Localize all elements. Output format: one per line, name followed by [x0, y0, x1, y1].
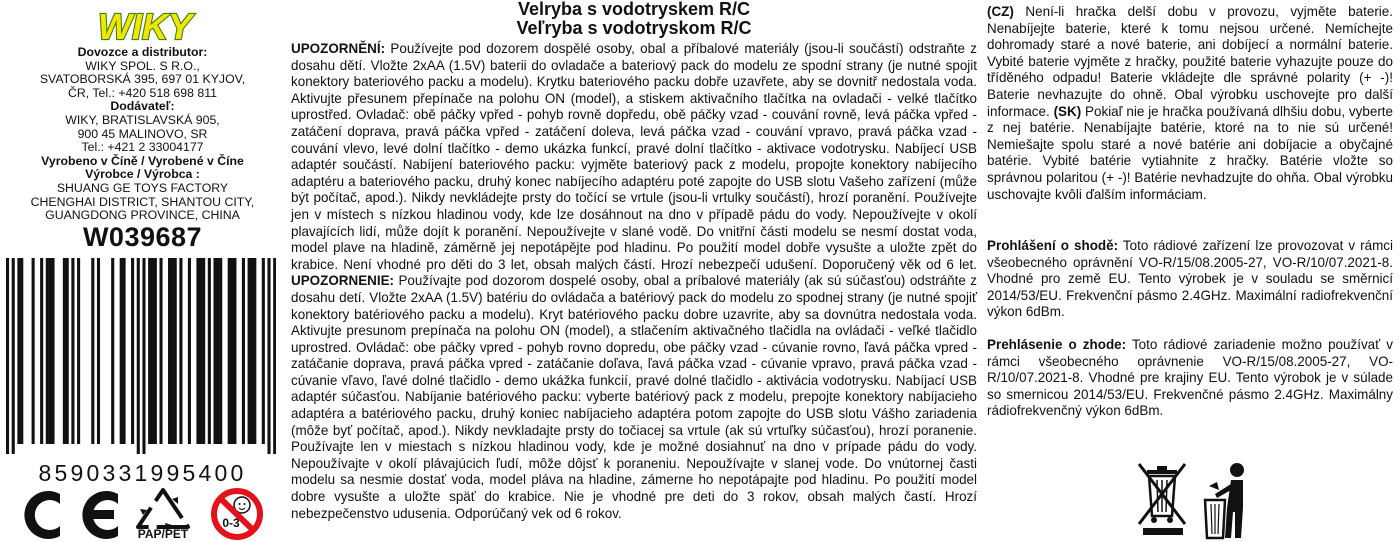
- barcode-bar: [49, 258, 52, 444]
- battery-and-declarations-column: [987, 0, 1393, 542]
- declaration-cz: [987, 238, 1393, 321]
- barcode-bar: [63, 258, 66, 444]
- left-info-column: [0, 0, 285, 542]
- barcode-bar: [233, 258, 236, 444]
- declaration-cz-text: Toto rádiové zařízení lze provozovat v rámci všeobecného oprávnění VO-R/15/08.2005-27, VO-R/10/07.2021-8. Vhodné pro země EU. Tento výrobek je v souladu se směrnicí 2014/53/EU. Frekvenční pásmo 2.4GHz. Maximální radiofrekvenční výkon 6dBm.: [987, 238, 1393, 320]
- recycle-label: PAP/PET: [137, 527, 189, 541]
- barcode-bar: [248, 258, 251, 444]
- barcode-bar: [154, 258, 157, 444]
- barcode-bar: [120, 258, 123, 444]
- barcode-bar: [151, 258, 154, 444]
- barcode-bar: [196, 258, 199, 444]
- barcode-bar: [242, 258, 245, 444]
- barcode-bar: [32, 258, 35, 444]
- instructions-column: [291, 0, 977, 542]
- logo-text: WIKY: [98, 6, 192, 46]
- barcode-bar: [51, 258, 54, 444]
- barcode-bar: [208, 258, 211, 444]
- barcode-bar: [123, 258, 126, 444]
- battery-notice: [987, 4, 1393, 203]
- tidyman-icon: [1197, 460, 1253, 540]
- importer-address-1: SVATOBORSKÁ 395, 697 01 KYJOV,: [39, 72, 246, 87]
- distributor-block: [0, 46, 285, 223]
- barcode-bar: [267, 258, 270, 454]
- barcode-bar: [213, 258, 216, 444]
- declaration-sk-label: Prehlásenie o zhode:: [987, 337, 1127, 352]
- barcode-digits: 8590331995400: [38, 460, 247, 486]
- barcode-bar: [202, 258, 205, 444]
- barcode-bar: [71, 258, 74, 444]
- not-for-children-icon: [200, 488, 274, 540]
- barcode-bar: [199, 258, 202, 444]
- barcode-bar: [231, 258, 234, 444]
- product-title-cz: Velryba s vodotryskem R/C: [517, 0, 751, 19]
- barcode-bar: [171, 258, 174, 444]
- barcode-bar: [179, 258, 182, 444]
- wiky-logo: [60, 4, 230, 46]
- recycling-mark: [128, 487, 198, 542]
- wiky-logo-graphic: [60, 4, 230, 46]
- manufacturer-address-1: CHENGHAI DISTRICT, SHANTOU CITY,: [30, 194, 255, 209]
- barcode-bar: [273, 258, 276, 454]
- warning-heading-cz: UPOZORNĚNÍ:: [291, 41, 386, 56]
- importer-address-2: ČR, Tel.: +420 518 698 811: [68, 85, 217, 100]
- importer-label: Dovozce a distributor:: [77, 45, 208, 59]
- product-title-sk: Veľryba s vodotryskom R/C: [516, 18, 752, 38]
- supplier-label: Dodávateľ:: [110, 99, 175, 114]
- barcode-bar: [148, 258, 151, 444]
- battery-notice-sk: Pokiaľ nie je hračka používaná dlhšiu dobu, vyberte z nej batérie. Nenabíjajte batérie, ktoré na to nie sú určené! Nemiešajte spolu staré a nové batérie ani dobíjacie a obyčajné batérie. Vybité batérie vytiahnite z hračky. Batérie vložte so správnou polaritou (+ -)! Batérie nevhadzujte do ohňa. Obal výrobku uschovajte kvôli ďalším informáciam.: [987, 103, 1393, 202]
- instructions-cz: Používejte pod dozorem dospělé osoby, obal a příbalové materiály (jsou-li součástí) odstraňte z dosahu dětí. Vložte 2xAA (1.5V) baterii do ovladače a bateriový pack do modelu ze spodní strany (je nutné spojit konektory bateriového packu a modelu). Krytku bateriového packu dobře uzavřete, aby se dovnitř nedostala voda. Aktivujte přesunem přepínače na polohu ON (model), a stiskem aktivačního tlačítka na ovladači - velké tlačítko uprostřed. Ovladač: obě páčky vpřed - pohyb rovně dopředu, obě páčky vzad - couvání rovně, levá páčka vpřed - zatáčení doprava, pravá páčka vpřed - zatáčení doleva, levá páčka vzad - couvání vpravo, pravá páčka vzad - couvání vlevo, levé dolní tlačítko - demo ukázka funkcí, pravé dolní tlačítko - aktivace vodotrysku. Nabíjecí USB adaptér součástí. Nabíjení bateriového packu: vyjměte bateriový pack z modelu, propojte konektory nabíjecího adaptéru a bateriového packu, druhý konec nabíjecího adaptéru poté zapojte do USB slotu Vašeho zařízení (může být počítač, apod.). Nikdy nevkládejte prsty do točící se vrtule (jsou-li vrtulky součástí), hrozí poranění. Používejte jen v místech s nízkou hladinou vody, kde lze dosáhnout na dno v případě pádu do vody. Nepoužívejte v okolí plavajících lidí, může dojít k poranění. Nepoužívejte v slané vodě. Do vnitřní části modelu se nesmí dostat voda, model plave na hladině, záměrně jej nepotápějte pod hladinu. Po použití model dobře vysušte a uložte zpět do krabice. Není vhodné pro děti do 3 let, obsah malých částí. Hrozí nebezpečí udušení. Doporučený věk od 6 let.: [291, 41, 977, 272]
- ean-barcode: [6, 258, 276, 454]
- barcode-bar: [12, 258, 15, 454]
- ce-mark-icon: [10, 486, 126, 542]
- barcode-bar: [46, 258, 49, 444]
- manufacturer-label: Výrobce / Výrobca :: [85, 167, 200, 182]
- supplier-address-1: 900 45 MALINOVO, SR: [77, 126, 208, 141]
- barcode-bar: [250, 258, 253, 444]
- made-in-label: Vyrobeno v Číně / Vyrobené v Číne: [41, 153, 244, 168]
- barcode-bar: [137, 258, 140, 454]
- declaration-sk: [987, 337, 1393, 420]
- importer-name: WIKY SPOL. S R.O.,: [85, 58, 200, 73]
- barcode-bar: [131, 258, 134, 444]
- supplier-address-2: Tel.: +421 2 33004177: [81, 140, 204, 155]
- manufacturer-name: SHUANG GE TOYS FACTORY: [56, 180, 229, 195]
- barcode-bar: [216, 258, 219, 444]
- article-number: W039687: [82, 222, 203, 252]
- barcode-bar: [111, 258, 114, 444]
- declaration-sk-text: Toto rádiové zariadenie možno používať v rámci všeobecného oprávnenie VO-R/15/08.2005-27, VO-R/10/07.2021-8. Vhodné pre krajiny EU. Tento výrobok je v súlade so smernicou 2014/53/EU. Frekvenčné pásmo 2.4GHz. Maximálny rádiofrekvenčný výkon 6dBm.: [987, 337, 1393, 419]
- instructions-text: [291, 41, 977, 522]
- barcode-bar: [66, 258, 69, 444]
- declaration-cz-label: Prohlášení o shodě:: [987, 238, 1119, 253]
- sk-tag: (SK): [1053, 103, 1082, 119]
- barcode-bar: [253, 258, 256, 444]
- barcode-bar: [97, 258, 100, 444]
- barcode-bar: [174, 258, 177, 444]
- barcode-bar: [40, 258, 43, 444]
- battery-notice-cz: Není-li hračka delší dobu v provozu, vyjměte baterie. Nenabíjejte baterie, které k tomu nejsou určené. Nemíchejte dohromady staré a nové baterie, ani dobíjecí a normální baterie. Vybité baterie vyjměte z hračky, použité baterie vyhazujte pouze do tříděného odpadu! Baterie vkládejte dle správné polarity (+ -)! Baterie nevhazujte do ohně. Obal výrobku uschovejte pro další informace.: [987, 4, 1393, 119]
- cz-tag: (CZ): [987, 4, 1014, 19]
- barcode-bar: [6, 258, 9, 454]
- supplier-name: WIKY, BRATISLAVSKÁ 905,: [65, 112, 220, 127]
- barcode-bar: [91, 258, 94, 444]
- age-label: 0-3: [222, 516, 240, 530]
- manufacturer-address-2: GUANGDONG PROVINCE, CHINA: [45, 208, 240, 223]
- barcode-bar: [159, 258, 162, 444]
- barcode-bar: [228, 258, 231, 444]
- barcode-bar: [219, 258, 222, 444]
- barcode-bar: [17, 258, 20, 444]
- recycle-icon: [128, 487, 198, 531]
- barcode-bar: [142, 258, 145, 454]
- barcode-bar: [20, 258, 23, 444]
- crossed-bin-icon: [1137, 460, 1189, 538]
- instructions-sk: Používajte pod dozorom dospelé osoby, obal a príbalové materiály (ak sú súčasťou) odstráňte z dosahu detí. Vložte 2xAA (1.5V) batériu do ovládača a batériový pack do modelu zo spodnej strany (je nutné spojiť konektory batériového packu a modelu). Kryt batériového packu dobre uzavrite, aby sa dovnútra nedostala voda. Aktivujte presunom prepínača na polohu ON (model), a stlačením aktivačného tlačidla na ovládači - veľké tlačidlo uprostred. Ovládač: obe páčky vpred - pohyb rovno dopredu, obe páčky vzad - cúvanie rovno, ľavá páčka vpred - zatáčanie doprava, pravá páčka vpred - zatáčanie doľava, ľavá páčka vzad - cúvanie vpravo, pravá páčka vzad - cúvanie vľavo, ľavé dolné tlačidlo - demo ukážka funkcií, pravé dolné tlačidlo - aktivácia vodotrysku. Nabíjací USB adaptér súčasťou. Nabíjanie batériového packu: vyberte batériový pack z modelu, prepojte konektory nabíjacieho adaptéra a batériového packu, druhý koniec nabíjacieho adaptéra potom zapojte do USB slotu Vášho zariadenia (môže byť počítač, apod.). Nikdy nevkladajte prsty do točiacej sa vrtule (ak sú vrtuľky súčasťou), hrozí poranenie. Používajte len v miestach s nízkou hladinou vody, kde je možné dosiahnuť na dno v prípade pádu do vody. Nepoužívajte v okolí plávajúcich ľudí, môže dôjsť k poraneniu. Nepoužívajte v slanej vode. Do vnútornej časti modelu sa nesmie dostať voda, model pláva na hladine, zámerne ho nepotápajte pod hladinu. Po použití model dobre vysušte a uložte späť do krabice. Nie je vhodné pre deti do 3 rokov, obsah malých častí. Hrozí nebezpečenstvo udusenia. Odporúčaný vek od 6 rokov.: [291, 273, 977, 521]
- warning-heading-sk: UPOZORNENIE:: [291, 273, 395, 289]
- barcode-bar: [168, 258, 171, 444]
- barcode-bar: [262, 258, 265, 444]
- barcode-bar: [77, 258, 80, 444]
- barcode-bar: [188, 258, 191, 444]
